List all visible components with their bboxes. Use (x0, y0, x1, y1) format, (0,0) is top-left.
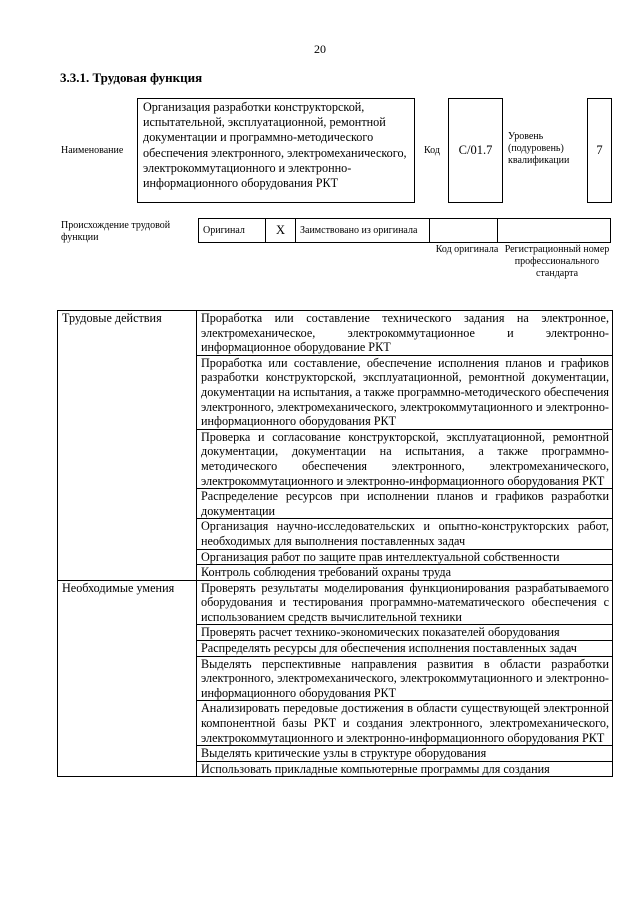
function-name-box (137, 98, 415, 203)
code-label: Код (424, 145, 440, 156)
code-box (448, 98, 503, 203)
labor-action-item: Проверка и согласование конструкторской, эксплуатационной, ремонтной документации, документации на испытания, а также программно-методического обеспечения электронного, электромеханического, электрокоммутационного и электронно-информационного оборудования РКТ (197, 429, 613, 488)
skill-item: Распределять ресурсы для обеспечения исполнения поставленных задач (197, 641, 613, 657)
table-row (58, 580, 613, 625)
origin-borrowed-label: Заимствовано из оригинала (296, 219, 430, 243)
skill-item: Проверять результаты моделирования функционирования разрабатываемого оборудования и тестирования программно-математического обеспечения с использованием средств вычислительной техники (197, 580, 613, 625)
category-required-skills: Необходимые умения (58, 580, 197, 777)
qualification-level-label: Уровень (подуровень) квалификации (508, 131, 570, 166)
name-label: Наименование (61, 145, 124, 156)
origin-original-mark: X (266, 219, 296, 243)
origin-code-cell (430, 219, 498, 243)
origin-reg-caption: Регистрационный номер профессионального стандарта (504, 244, 610, 279)
origin-table (198, 218, 611, 243)
labor-action-item: Проработка или составление, обеспечение исполнения планов и графиков разработки конструкторской, эксплуатационной, ремонтной документации, документации на испытания, а также программно-методического обеспечения электронного, электромеханического, электрокоммутационного и электронно-информационного оборудования РКТ (197, 355, 613, 429)
labor-action-item: Контроль соблюдения требований охраны труда (197, 565, 613, 581)
labor-action-item: Организация работ по защите прав интеллектуальной собственности (197, 549, 613, 565)
qualification-level-box (587, 98, 612, 203)
skill-item: Выделять перспективные направления развития в области разработки электронного, электромеханического, электрокоммутационного и электронно-информационного оборудования РКТ (197, 656, 613, 701)
labor-action-item: Проработка или составление технического задания на электронное, электромеханическое, электрокоммутационное и электронно-информационное оборудование РКТ (197, 311, 613, 356)
labor-action-item: Организация научно-исследовательских и опытно-конструкторских работ, необходимых для выполнения поставленных задач (197, 519, 613, 549)
function-name-value: Организация разработки конструкторской, испытательной, эксплуатационной, ремонтной документации и программно-методического обеспечения электронного, электромеханического, электрокоммутационного и электронно-информационного оборудования РКТ (143, 100, 407, 191)
skill-item: Проверять расчет технико-экономических показателей оборудования (197, 625, 613, 641)
origin-code-caption: Код оригинала (435, 244, 499, 255)
qualification-level-value: 7 (596, 143, 603, 157)
origin-original-label: Оригинал (199, 219, 266, 243)
section-title: 3.3.1. Трудовая функция (60, 70, 203, 85)
code-value: С/01.7 (458, 143, 493, 157)
skill-item: Анализировать передовые достижения в области существующей электронной компонентной базы РКТ и создания электронного, электромеханического, электрокоммутационного и электронно-информационного оборудования РКТ (197, 701, 613, 746)
page-number: 20 (314, 42, 326, 56)
skill-item: Выделять критические узлы в структуре оборудования (197, 746, 613, 762)
origin-reg-cell (498, 219, 611, 243)
labor-function-table (57, 310, 613, 777)
labor-action-item: Распределение ресурсов при исполнении планов и графиков разработки документации (197, 489, 613, 519)
skill-item: Использовать прикладные компьютерные программы для создания (197, 761, 613, 777)
category-labor-actions: Трудовые действия (58, 311, 197, 581)
origin-label: Происхождение трудовой функции (61, 220, 171, 243)
table-row (58, 311, 613, 356)
